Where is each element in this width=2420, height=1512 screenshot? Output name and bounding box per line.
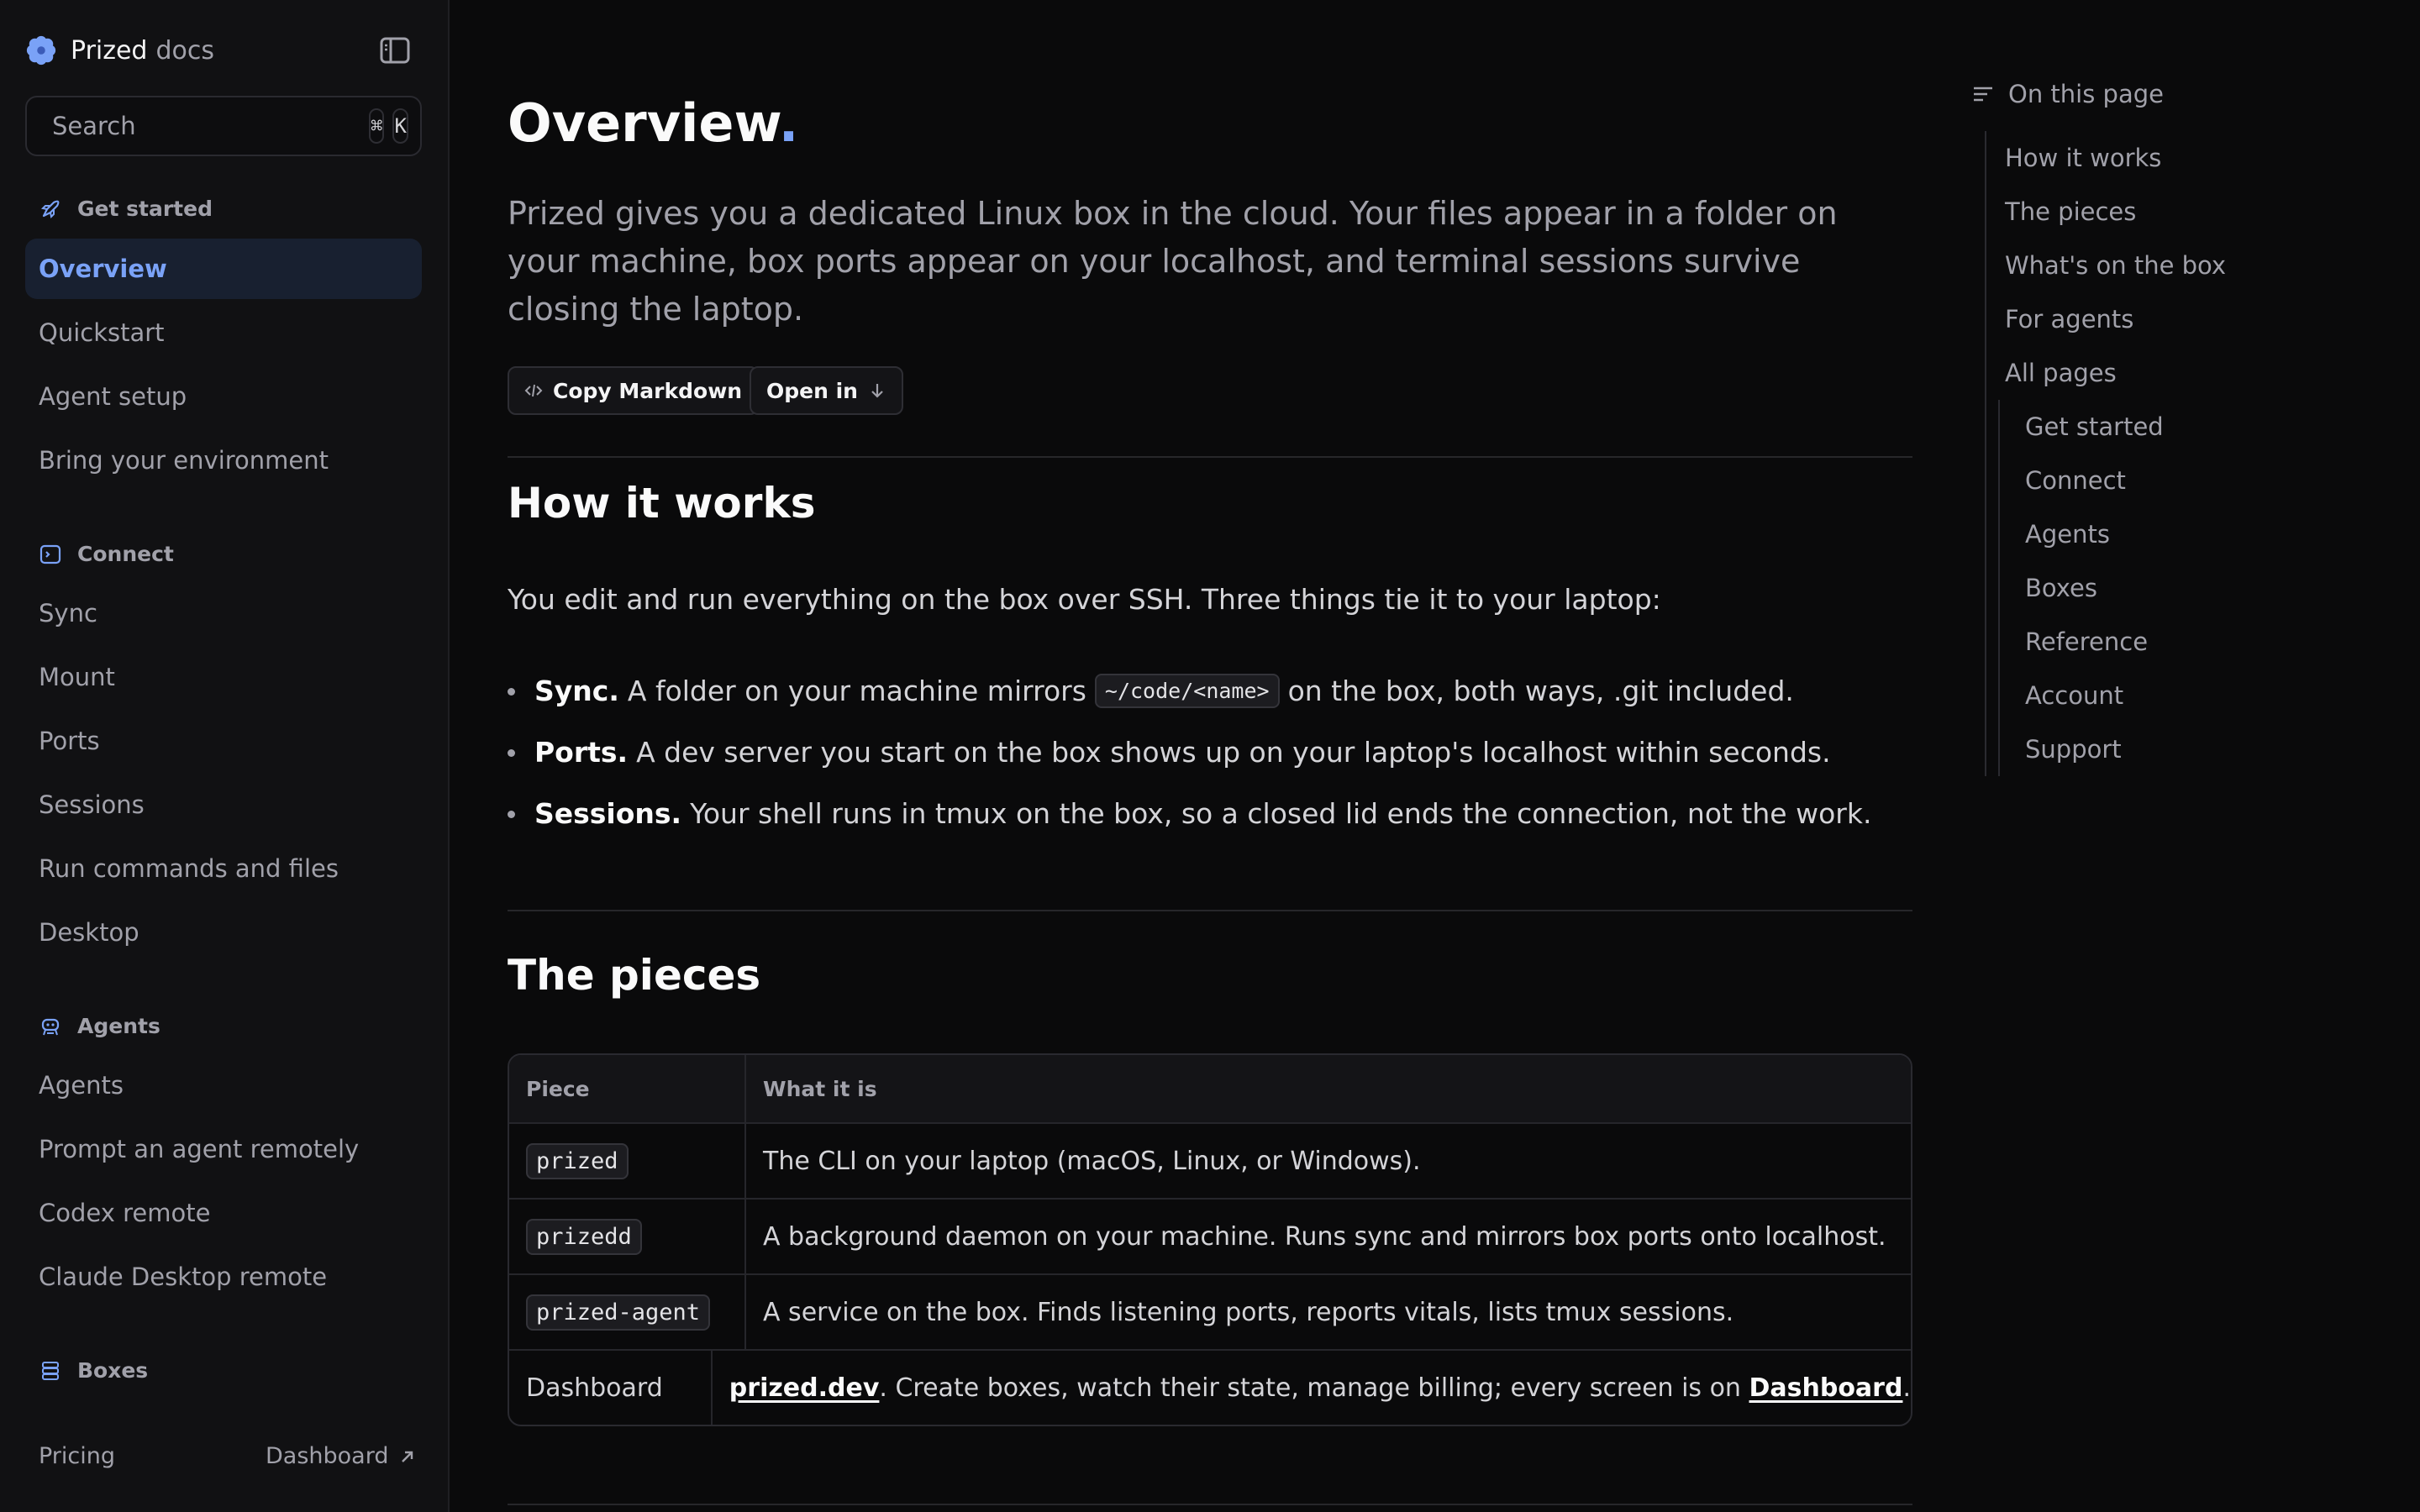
how-it-works-list xyxy=(508,660,1912,844)
nav-group-boxes xyxy=(39,1358,148,1383)
toc-title-label: On this page xyxy=(2008,80,2164,108)
prized-dev-link[interactable]: prized.dev xyxy=(729,1373,880,1403)
open-in-button[interactable] xyxy=(750,366,903,415)
page-title-text: Overview xyxy=(508,92,779,154)
divider xyxy=(508,1504,1912,1505)
code-icon xyxy=(524,381,543,400)
table-row xyxy=(509,1273,1911,1349)
sidebar-item-desktop[interactable]: Desktop xyxy=(39,918,139,947)
sidebar xyxy=(0,0,450,1512)
toc-item-agents[interactable]: Agents xyxy=(2025,520,2110,549)
toc-item-how-it-works[interactable]: How it works xyxy=(2005,144,2162,172)
bullet-text: A dev server you start on the box shows up on your laptop's localhost within seconds. xyxy=(636,736,1831,769)
bullet-term: Sessions. xyxy=(534,797,682,830)
search-box[interactable] xyxy=(25,96,422,156)
column-header: What it is xyxy=(763,1076,877,1101)
nav-group-label: Agents xyxy=(77,1014,160,1038)
column-header: Piece xyxy=(509,1055,746,1122)
terminal-icon xyxy=(39,543,62,566)
toc-sublist xyxy=(1998,400,2371,776)
divider xyxy=(508,456,1912,458)
brand-suffix: docs xyxy=(155,35,215,66)
sidebar-item-run-commands-and-files[interactable]: Run commands and files xyxy=(39,854,339,883)
sidebar-item-quickstart[interactable]: Quickstart xyxy=(39,318,165,347)
inline-code: prizedd xyxy=(526,1219,642,1255)
toc-item-get-started[interactable]: Get started xyxy=(2025,412,2164,441)
table-cell-text: . xyxy=(1902,1373,1911,1403)
nav-group-connect xyxy=(39,542,174,566)
table-cell-text: . Create boxes, watch their state, manage billing; every screen is on xyxy=(879,1373,1749,1403)
how-it-works-intro: You edit and run everything on the box over SSH. Three things tie it to your laptop: xyxy=(508,583,1661,616)
sidebar-item-bring-your-environment[interactable]: Bring your environment xyxy=(39,446,329,475)
copy-markdown-label: Copy Markdown xyxy=(553,378,743,403)
open-in-label: Open in xyxy=(766,378,858,403)
table-cell-piece xyxy=(509,1124,746,1198)
dashboard-inline-link[interactable]: Dashboard xyxy=(1749,1373,1903,1403)
table-row xyxy=(509,1349,1911,1425)
toc-item-support[interactable]: Support xyxy=(2025,735,2122,764)
sidebar-toggle-icon[interactable] xyxy=(380,37,410,64)
table-cell-desc: A service on the box. Finds listening ports, reports vitals, lists tmux sessions. xyxy=(763,1297,1734,1327)
toc-item-the-pieces[interactable]: The pieces xyxy=(2005,197,2137,226)
bullet-term: Sync. xyxy=(534,675,619,707)
sidebar-item-claude-desktop-remote[interactable]: Claude Desktop remote xyxy=(39,1263,328,1291)
sidebar-item-overview[interactable]: Overview xyxy=(25,239,422,299)
shortcut-k-key: K xyxy=(392,108,408,144)
sidebar-item-ports[interactable]: Ports xyxy=(39,727,100,755)
toc-item-boxes[interactable]: Boxes xyxy=(2025,574,2097,602)
table-row xyxy=(509,1122,1911,1198)
sidebar-item-codex-remote[interactable]: Codex remote xyxy=(39,1199,211,1227)
robot-icon xyxy=(39,1015,62,1038)
list-item xyxy=(508,660,1912,722)
nav-group-label: Get started xyxy=(77,197,213,221)
flower-logo-icon xyxy=(25,34,57,66)
pricing-link[interactable]: Pricing xyxy=(39,1443,116,1469)
bullet-term: Ports. xyxy=(534,736,629,769)
copy-markdown-button[interactable] xyxy=(508,366,759,415)
sidebar-item-agent-setup[interactable]: Agent setup xyxy=(39,382,187,411)
page-title xyxy=(508,92,798,154)
toc-item-for-agents[interactable]: For agents xyxy=(2005,305,2134,333)
external-arrow-icon xyxy=(398,1447,417,1466)
toc-list xyxy=(1985,131,2371,776)
brand[interactable] xyxy=(25,32,214,69)
section-heading-how-it-works: How it works xyxy=(508,479,816,528)
divider xyxy=(508,910,1912,911)
sidebar-item-agents[interactable]: Agents xyxy=(39,1071,124,1100)
section-heading-the-pieces: The pieces xyxy=(508,951,761,1000)
toc-title xyxy=(1971,76,2391,113)
sidebar-item-sessions[interactable]: Sessions xyxy=(39,790,145,819)
toc-item-all-pages[interactable]: All pages xyxy=(2005,359,2117,387)
toc-item-account[interactable]: Account xyxy=(2025,681,2124,710)
toc-item-reference[interactable]: Reference xyxy=(2025,627,2149,656)
sidebar-item-sync[interactable]: Sync xyxy=(39,599,97,627)
table-header-row xyxy=(509,1055,1911,1122)
sidebar-footer xyxy=(0,1420,450,1495)
table-cell-desc: The CLI on your laptop (macOS, Linux, or Windows). xyxy=(763,1146,1421,1176)
pieces-table xyxy=(508,1053,1912,1426)
toc-item-whats-on-the-box[interactable]: What's on the box xyxy=(2005,251,2227,280)
table-of-contents xyxy=(1971,76,2391,764)
page-title-dot: . xyxy=(778,92,799,154)
table-cell-piece: Dashboard xyxy=(509,1351,713,1425)
nav-group-label: Connect xyxy=(77,542,174,566)
bullet-text: A folder on your machine mirrors xyxy=(627,675,1086,707)
table-row xyxy=(509,1198,1911,1273)
nav-group-get-started xyxy=(39,197,213,221)
arrow-down-icon xyxy=(868,381,886,400)
table-cell-piece xyxy=(509,1275,746,1349)
server-icon xyxy=(39,1359,62,1383)
inline-code: prized-agent xyxy=(526,1294,710,1331)
table-cell-piece xyxy=(509,1200,746,1273)
sidebar-item-mount[interactable]: Mount xyxy=(39,663,115,691)
list-item xyxy=(508,783,1912,844)
nav-group-label: Boxes xyxy=(77,1358,149,1383)
shortcut-mod-key: ⌘ xyxy=(369,108,384,144)
bullet-text: Your shell runs in tmux on the box, so a closed lid ends the connection, not the work. xyxy=(690,797,1872,830)
inline-code: ~/code/<name> xyxy=(1095,674,1280,708)
bullet-text: on the box, both ways, .git included. xyxy=(1287,675,1794,707)
list-item xyxy=(508,722,1912,783)
toc-item-connect[interactable]: Connect xyxy=(2025,466,2126,495)
main-content xyxy=(508,0,1912,1512)
inline-code: prized xyxy=(526,1143,629,1179)
list-icon xyxy=(1971,82,1995,106)
table-cell-desc xyxy=(713,1351,1911,1425)
table-cell-desc: A background daemon on your machine. Runs sync and mirrors box ports onto localhost. xyxy=(763,1221,1886,1252)
sidebar-item-prompt-agent-remotely[interactable]: Prompt an agent remotely xyxy=(39,1135,360,1163)
nav-group-agents xyxy=(39,1014,160,1038)
rocket-icon xyxy=(39,197,62,221)
lead-paragraph: Prized gives you a dedicated Linux box in the cloud. Your files appear in a folder on your machine, box ports appear on your localhost, and terminal sessions survive closing the laptop. xyxy=(508,195,1838,328)
search-input[interactable] xyxy=(52,112,360,140)
dashboard-link-label: Dashboard xyxy=(266,1443,389,1469)
brand-name: Prized xyxy=(71,35,148,66)
dashboard-link[interactable] xyxy=(266,1443,417,1469)
